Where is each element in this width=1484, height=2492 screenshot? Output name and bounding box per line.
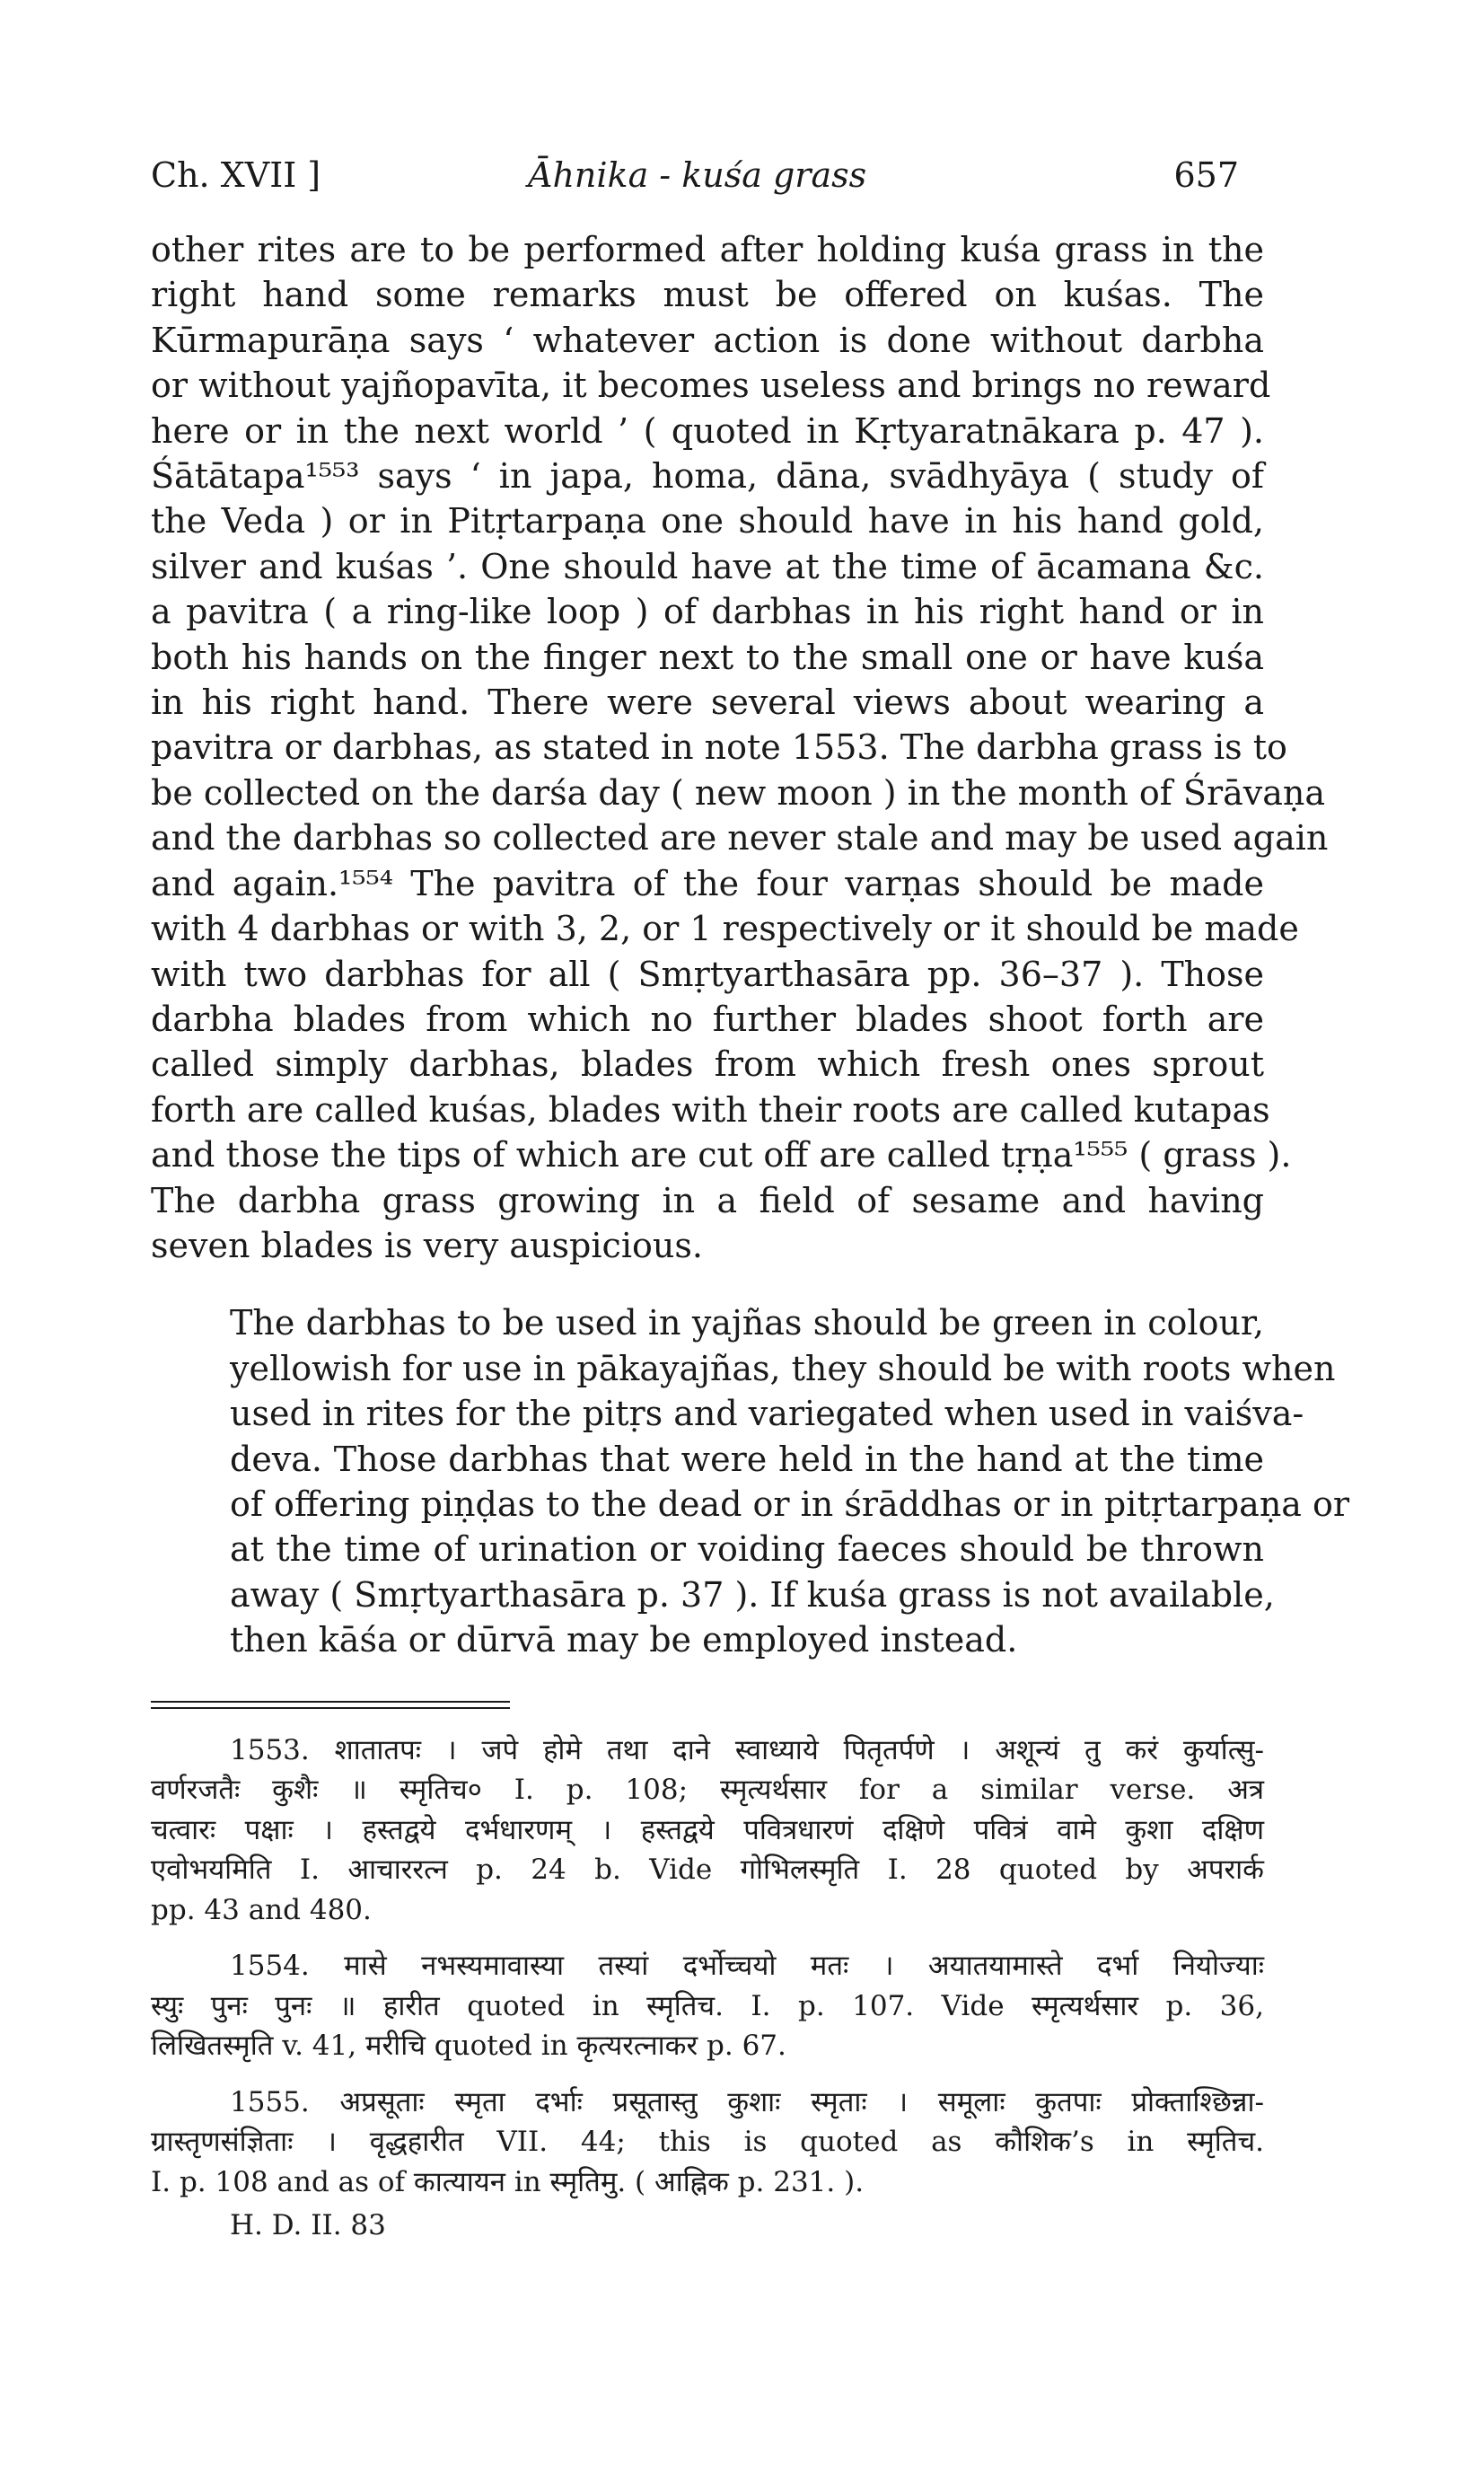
footnote-1554 <box>151 1946 1264 2066</box>
footnote-line: ग्रास्तृणसंज्ञिताः । वृद्धहारीत VII. 44; this is quoted as कौशिक’s in स्मृतिच. <box>151 2126 1264 2159</box>
text-line: pavitra or darbhas, as stated in note 1553. The darbha grass is to <box>151 727 1287 768</box>
text-line: here or in the next world ’ ( quoted in Kṛtyaratnākara p. 47 ). <box>151 410 1264 451</box>
text-line: and again.¹⁵⁵⁴ The pavitra of the four varṇas should be made <box>151 863 1264 903</box>
text-line: then kāśa or dūrvā may be employed instead. <box>230 1620 1018 1660</box>
text-line: right hand some remarks must be offered on kuśas. The <box>151 275 1264 315</box>
paragraph-2 <box>151 1300 1350 1662</box>
text-line: and the darbhas so collected are never stale and may be used again <box>151 818 1329 859</box>
text-line: silver and kuśas ’. One should have at the time of ācamana &c. <box>151 546 1264 586</box>
text-line: deva. Those darbhas that were held in the hand at the time <box>230 1439 1264 1479</box>
text-line: called simply darbhas, blades from which fresh ones sprout <box>151 1044 1264 1085</box>
text-line: both his hands on the finger next to the small one or have kuśa <box>151 637 1264 677</box>
footnote-line: एवोभयमिति I. आचाररत्न p. 24 b. Vide गोभिलस्मृति I. 28 quoted by अपरार्क <box>151 1854 1264 1887</box>
page-title: Āhnika - kuśa grass <box>528 155 867 195</box>
text-line: seven blades is very auspicious. <box>151 1225 703 1265</box>
page-number: 657 <box>1173 155 1239 195</box>
footnote-line: pp. 43 and 480. <box>151 1893 372 1926</box>
text-line: yellowish for use in pākayajñas, they should be with roots when <box>230 1348 1336 1388</box>
text-line: in his right hand. There were several views about wearing a <box>151 682 1264 723</box>
footnote-1553 <box>151 1730 1264 1931</box>
text-line: be collected on the darśa day ( new moon ) in the month of Śrāvaṇa <box>151 772 1326 813</box>
text-line: The darbha grass growing in a field of sesame and having <box>151 1180 1264 1220</box>
text-line: forth are called kuśas, blades with their roots are called kutapas <box>151 1089 1270 1130</box>
running-head <box>151 148 1264 202</box>
separator-rule-top <box>151 1701 510 1703</box>
footnote-line: स्युः पुनः पुनः ॥ हारीत quoted in स्मृतिच. I. p. 107. Vide स्मृत्यर्थसार p. 36, <box>151 1989 1264 2022</box>
text-line: Kūrmapurāṇa says ‘ whatever action is done without darbha <box>151 320 1264 360</box>
text-line: used in rites for the pitṛs and variegated when used in vaiśva- <box>230 1394 1304 1434</box>
book-page <box>151 148 1350 2245</box>
chapter-label: Ch. XVII ] <box>151 155 321 195</box>
text-line: the Veda ) or in Pitṛtarpaṇa one should have in his hand gold, <box>151 501 1264 542</box>
footnote-separator <box>151 1701 510 1709</box>
text-line: with two darbhas for all ( Smṛtyarthasāra pp. 36–37 ). Those <box>151 954 1264 994</box>
text-line: and those the tips of which are cut off are called tṛṇa¹⁵⁵⁵ ( grass ). <box>151 1135 1292 1176</box>
text-line: darbha blades from which no further blades shoot forth are <box>151 999 1264 1039</box>
footnote-line: 1555. अप्रसूताः स्मृता दर्भाः प्रसूतास्तु कुशाः स्मृताः । समूलाः कुतपाः प्रोक्ताश्छिन्ना- <box>230 2085 1264 2118</box>
footnote-line: 1553. शातातपः । जपे होमे तथा दाने स्वाध्याये पितृतर्पणे । अशून्यं तु करं कुर्यात्सु- <box>230 1733 1264 1766</box>
footnote-1555 <box>151 2083 1264 2203</box>
footnote-line: वर्णरजतैः कुशैः ॥ स्मृतिच० I. p. 108; स्मृत्यर्थसार for a similar verse. अत्र <box>151 1774 1264 1807</box>
footnote-line: चत्वारः पक्षाः । हस्तद्वये दर्भधारणम् । हस्तद्वये पवित्रधारणं दक्षिणे पवित्रं वामे कुशा दक्षिण <box>151 1813 1264 1846</box>
text-line: Śātātapa¹⁵⁵³ says ‘ in japa, homa, dāna, svādhyāya ( study of <box>151 456 1264 497</box>
text-line: The darbhas to be used in yajñas should be green in colour, <box>230 1303 1264 1343</box>
text-line: or without yajñopavīta, it becomes useless and brings no reward <box>151 365 1271 406</box>
paragraph-1 <box>151 227 1329 1268</box>
text-line: a pavitra ( a ring-like loop ) of darbhas in his right hand or in <box>151 592 1264 632</box>
footnotes <box>151 1730 1264 2203</box>
text-line: other rites are to be performed after holding kuśa grass in the <box>151 230 1264 269</box>
main-text <box>151 227 1350 1663</box>
text-line: with 4 darbhas or with 3, 2, or 1 respectively or it should be made <box>151 909 1299 949</box>
printer-signature: H. D. II. 83 <box>230 2209 386 2242</box>
text-line: at the time of urination or voiding faeces should be thrown <box>230 1529 1264 1570</box>
text-line: of offering piṇḍas to the dead or in śrāddhas or in pitṛtarpaṇa or <box>230 1484 1350 1524</box>
text-line: away ( Smṛtyarthasāra p. 37 ). If kuśa grass is not available, <box>230 1574 1275 1615</box>
footnote-line: 1554. मासे नभस्यमावास्या तस्यां दर्भोच्चयो मतः । अयातयामास्ते दर्भा नियोज्याः <box>230 1950 1264 1983</box>
separator-rule-bottom <box>151 1707 510 1709</box>
footnote-line: लिखितस्मृति v. 41, मरीचि quoted in कृत्यरत्नाकर p. 67. <box>151 2030 786 2063</box>
footnote-line: I. p. 108 and as of कात्यायन in स्मृतिमु. ( आह्निक p. 231. ). <box>151 2165 865 2198</box>
